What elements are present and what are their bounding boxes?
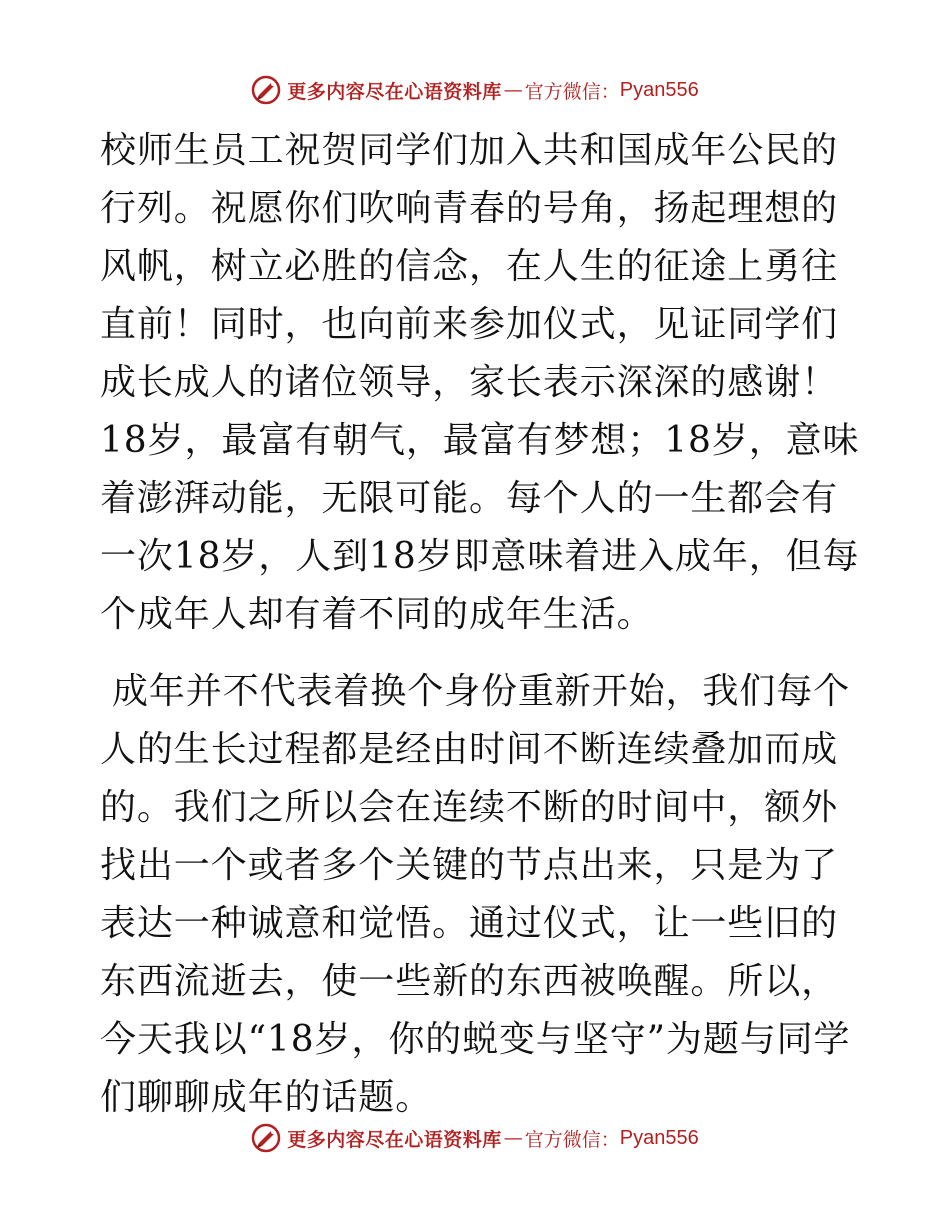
body-paragraph-1: 校师生员工祝贺同学们加入共和国成年公民的行列。祝愿你们吹响青春的号角，扬起理想的风帆，树立必胜的信念，在人生的征途上勇往直前！同时，也向前来参加仪式，见证同学们成长成人的诸位领导，家长表示深深的感谢！18岁，最富有朝气，最富有梦想；18岁，意味着澎湃动能，无限可能。每个人的一生都会有一次18岁，人到18岁即意味着进入成年，但每个成年人却有着不同的成年生活。 xyxy=(100,130,860,635)
body-paragraph-2: 成年并不代表着换个身份重新开始，我们每个人的生长过程都是经由时间不断连续叠加而成的。我们之所以会在连续不断的时间中，额外找出一个或者多个关键的节点出来，只是为了表达一种诚意和觉悟。通过仪式，让一些旧的东西流逝去，使一些新的东西被唤醒。所以，今天我以“18岁，你的蜕变与坚守”为题与同学们聊聊成年的话题。 xyxy=(100,671,851,1118)
banner-wechat-id: Pyan556 xyxy=(619,78,699,101)
banner-title: 更多内容尽在心语资料库 xyxy=(287,80,502,103)
header-banner xyxy=(0,70,950,110)
footer-banner xyxy=(0,1118,950,1158)
banner-wechat-label: 官方微信： xyxy=(524,80,620,103)
banner-wechat-label: 官方微信： xyxy=(524,1128,620,1151)
banner-separator: — xyxy=(503,1127,523,1149)
banner-wechat-id: Pyan556 xyxy=(619,1126,699,1149)
banner-title: 更多内容尽在心语资料库 xyxy=(287,1128,502,1151)
brand-logo-icon xyxy=(251,1123,281,1153)
banner-separator: — xyxy=(503,79,523,101)
brand-logo-icon xyxy=(251,75,281,105)
